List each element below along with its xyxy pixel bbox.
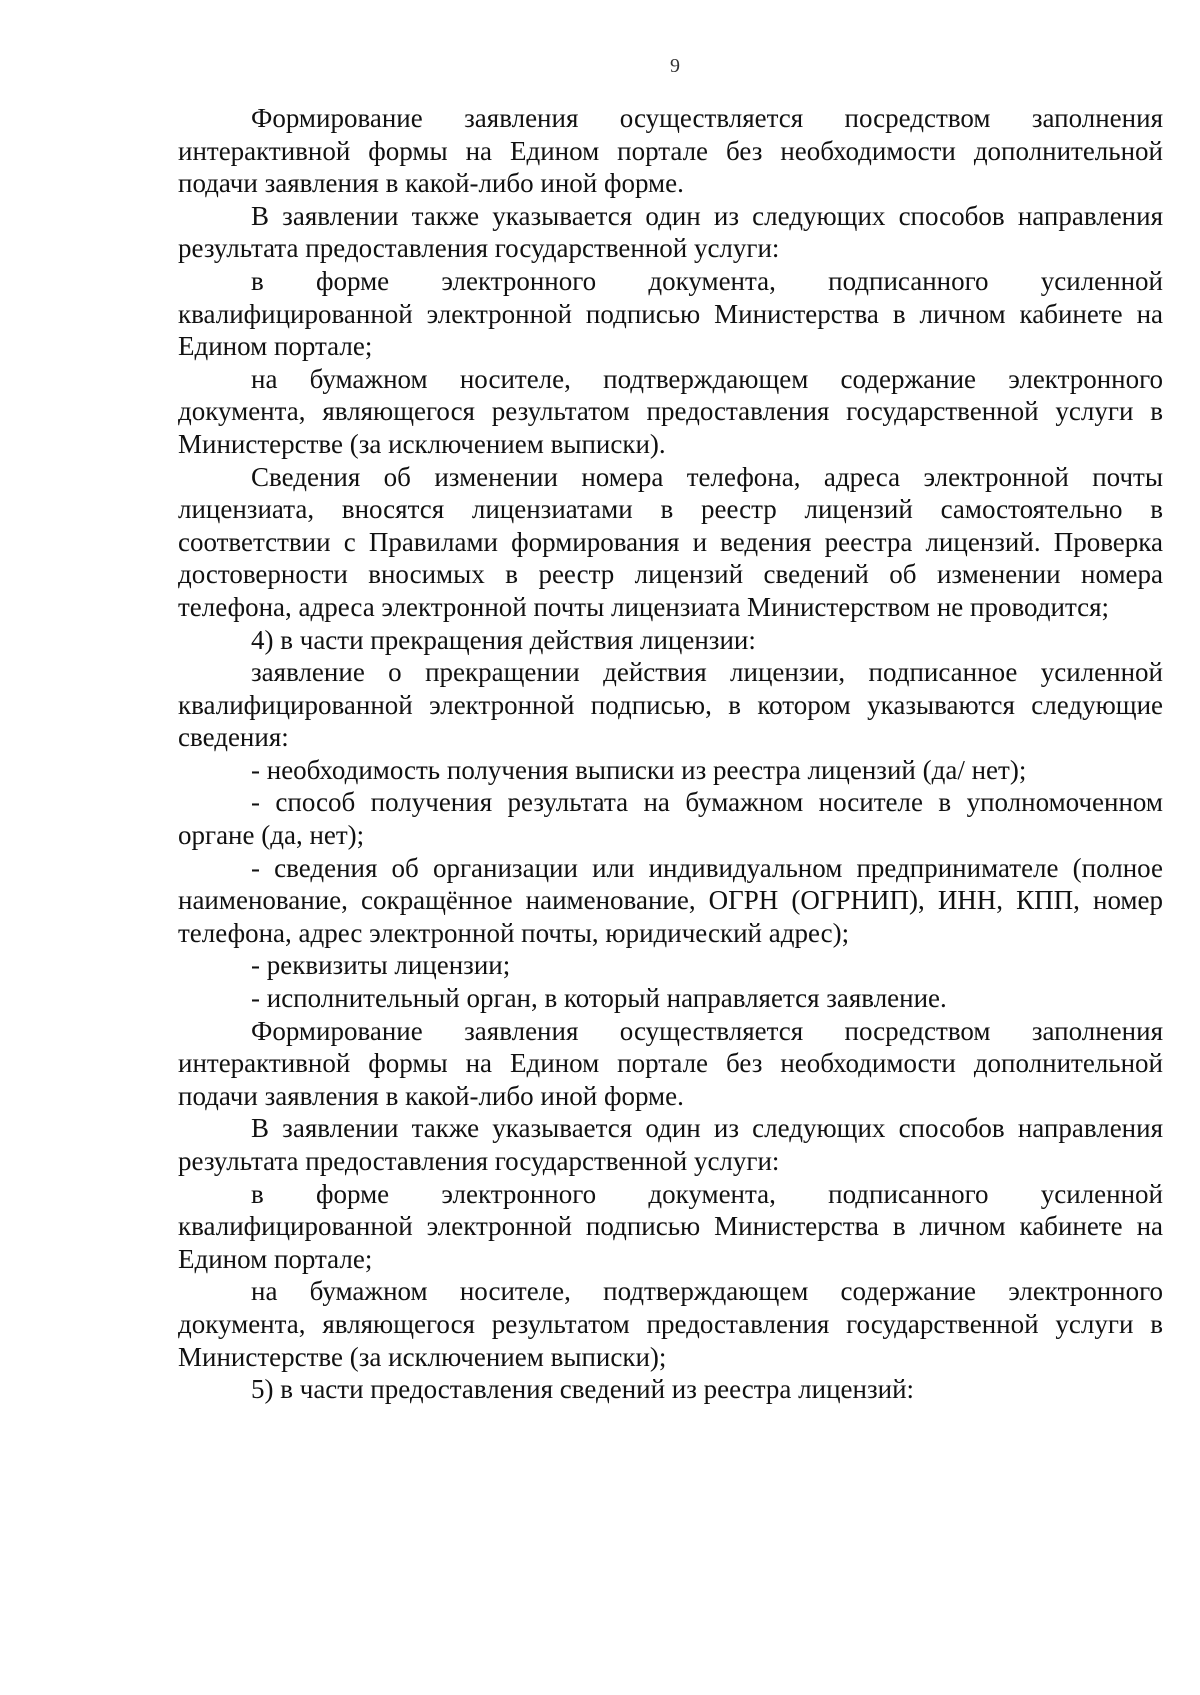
paragraph: заявление о прекращении действия лицензии, подписанное усиленной квалифицированной электронной подписью, в котором указываются следующие сведения: xyxy=(178,657,1163,753)
list-item: - способ получения результата на бумажном носителе в уполномоченном органе (да, нет); xyxy=(178,787,1163,851)
list-item: - необходимость получения выписки из реестра лицензий (да/ нет); xyxy=(251,754,1027,785)
paragraph: в форме электронного документа, подписанного усиленной квалифицированной электронной подписью Министерства в личном кабинете на Едином портале; xyxy=(178,1178,1163,1274)
paragraph: Формирование заявления осуществляется посредством заполнения интерактивной формы на Едином портале без необходимости дополнительной подачи заявления в какой-либо иной форме. xyxy=(178,1015,1163,1111)
paragraph: на бумажном носителе, подтверждающем содержание электронного документа, являющегося результатом предоставления государственной услуги в Министерстве (за исключением выписки). xyxy=(178,363,1163,459)
paragraph: В заявлении также указывается один из следующих способов направления результата предоставления государственной услуги: xyxy=(178,200,1163,264)
list-item: - реквизиты лицензии; xyxy=(251,950,511,981)
paragraph: Сведения об изменении номера телефона, адреса электронной почты лицензиата, вносятся лицензиатами в реестр лицензий самостоятельно в соответствии с Правилами формирования и ведения реестра лицензий. Проверка достоверности вносимых в реестр лицензий сведений об изменении номера телефона, адреса электронной почты лицензиата Министерством не проводится; xyxy=(178,461,1163,622)
section-heading: 4) в части прекращения действия лицензии: xyxy=(251,624,756,655)
list-item: - сведения об организации или индивидуальном предпринимателе (полное наименование, сокращённое наименование, ОГРН (ОГРНИП), ИНН, КПП, номер телефона, адрес электронной почты, юридический адрес); xyxy=(178,852,1163,948)
paragraph: Формирование заявления осуществляется посредством заполнения интерактивной формы на Едином портале без необходимости дополнительной подачи заявления в какой-либо иной форме. xyxy=(178,103,1163,199)
paragraph: на бумажном носителе, подтверждающем содержание электронного документа, являющегося результатом предоставления государственной услуги в Министерстве (за исключением выписки); xyxy=(178,1276,1163,1372)
paragraph: В заявлении также указывается один из следующих способов направления результата предоставления государственной услуги: xyxy=(178,1113,1163,1176)
section-heading: 5) в части предоставления сведений из реестра лицензий: xyxy=(251,1374,915,1405)
paragraph: в форме электронного документа, подписанного усиленной квалифицированной электронной подписью Министерства в личном кабинете на Едином портале; xyxy=(178,265,1163,362)
list-item: - исполнительный орган, в который направляется заявление. xyxy=(251,983,947,1014)
page-number: 9 xyxy=(670,55,680,77)
document-body xyxy=(178,102,1163,1406)
